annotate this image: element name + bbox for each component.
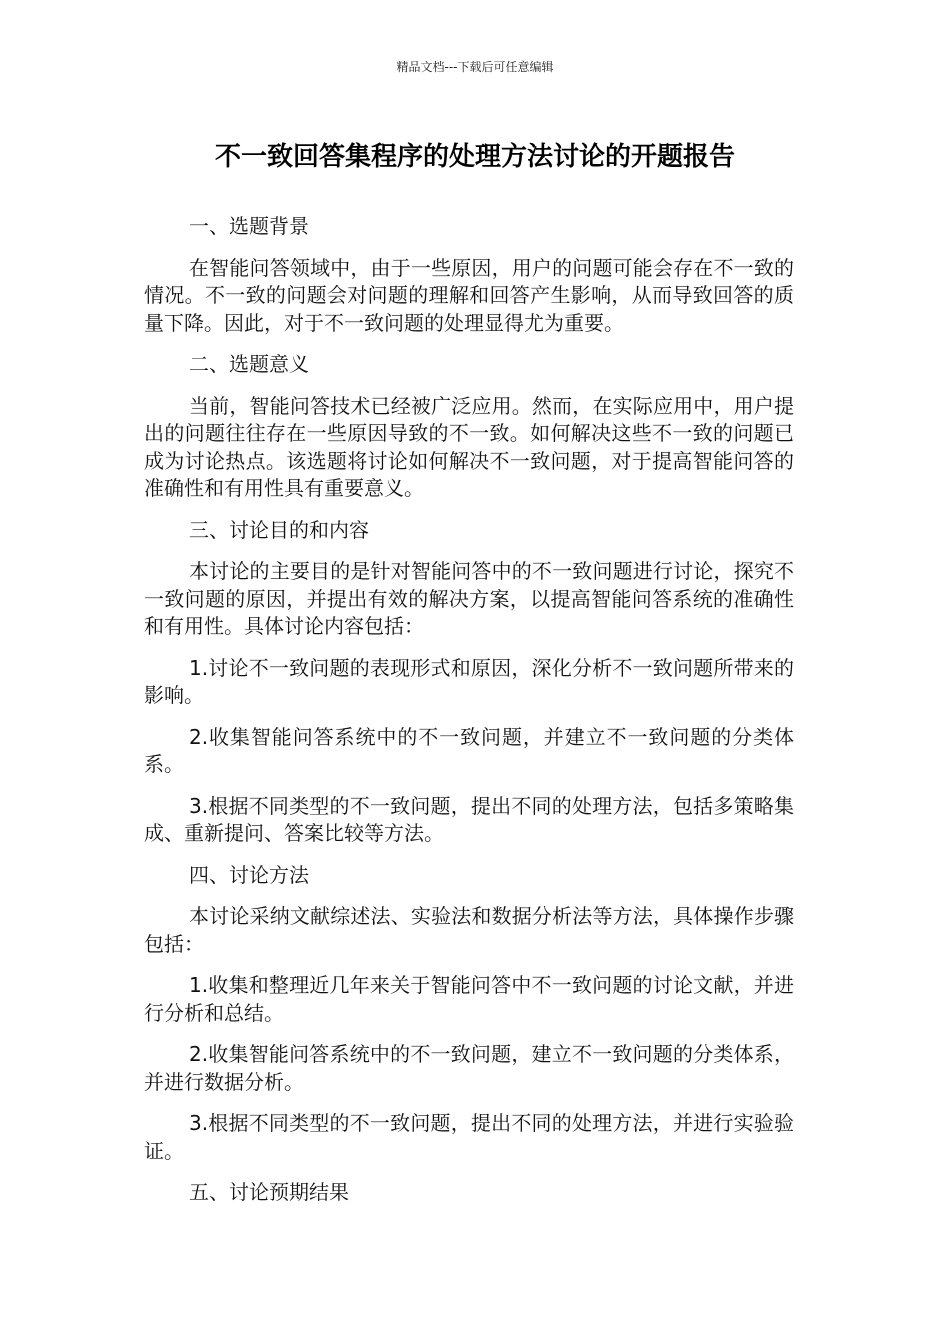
list-item-purpose-3: 3.根据不同类型的不一致问题，提出不同的处理方法，包括多策略集成、重新提问、答案比较等方法。 bbox=[144, 793, 794, 845]
list-item-methods-2: 2.收集智能问答系统中的不一致问题，建立不一致问题的分类体系，并进行数据分析。 bbox=[144, 1042, 794, 1094]
document-title: 不一致回答集程序的处理方法讨论的开题报告 bbox=[214, 142, 735, 172]
paragraph-methods: 本讨论采纳文献综述法、实验法和数据分析法等方法，具体操作步骤包括： bbox=[144, 904, 794, 956]
section-heading-expected-results: 五、讨论预期结果 bbox=[189, 1180, 349, 1204]
section-heading-background: 一、选题背景 bbox=[189, 214, 309, 238]
paragraph-purpose: 本讨论的主要目的是针对智能问答中的不一致问题进行讨论，探究不一致问题的原因，并提出有效的解决方案，以提高智能问答系统的准确性和有用性。具体讨论内容包括： bbox=[144, 559, 794, 638]
list-item-methods-1: 1.收集和整理近几年来关于智能问答中不一致问题的讨论文献，并进行分析和总结。 bbox=[144, 973, 794, 1025]
section-heading-purpose: 三、讨论目的和内容 bbox=[189, 517, 369, 542]
list-item-methods-3: 3.根据不同类型的不一致问题，提出不同的处理方法，并进行实验验证。 bbox=[144, 1111, 794, 1163]
list-item-purpose-1: 1.讨论不一致问题的表现形式和原因，深化分析不一致问题所带来的影响。 bbox=[144, 655, 794, 707]
section-heading-significance: 二、选题意义 bbox=[189, 352, 309, 376]
section-heading-methods: 四、讨论方法 bbox=[189, 862, 309, 887]
document-body bbox=[144, 213, 794, 1221]
paragraph-significance: 当前，智能问答技术已经被广泛应用。然而，在实际应用中，用户提出的问题往往存在一些原因导致的不一致。如何解决这些不一致的问题已成为讨论热点。该选题将讨论如何解决不一致问题，对于提高智能问答的准确性和有用性具有重要意义。 bbox=[144, 393, 794, 500]
paragraph-background: 在智能问答领域中，由于一些原因，用户的问题可能会存在不一致的情况。不一致的问题会对问题的理解和回答产生影响，从而导致回答的质量下降。因此，对于不一致问题的处理显得尤为重要。 bbox=[144, 255, 794, 335]
page-header: 精品文档---下载后可任意编辑 bbox=[396, 60, 554, 74]
list-item-purpose-2: 2.收集智能问答系统中的不一致问题，并建立不一致问题的分类体系。 bbox=[144, 724, 794, 776]
